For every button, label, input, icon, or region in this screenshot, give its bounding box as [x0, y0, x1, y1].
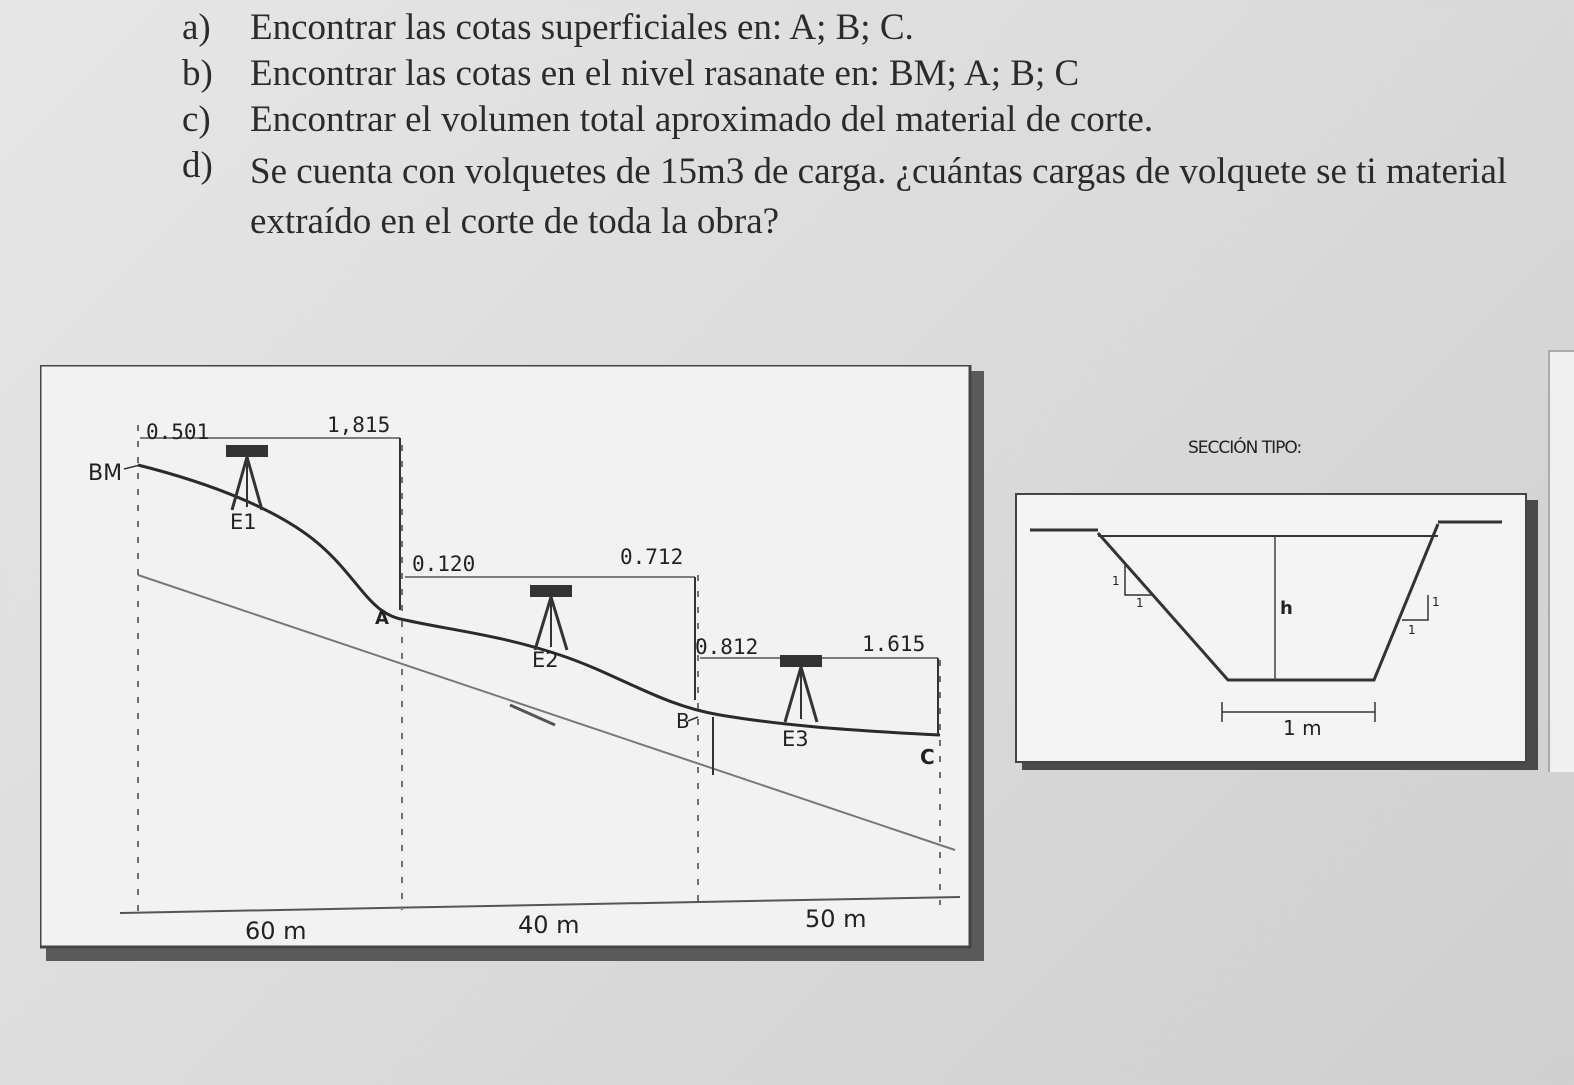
frame — [40, 365, 970, 947]
question-b — [180, 55, 1570, 92]
section-title: SECCIÓN TIPO: — [1188, 438, 1302, 458]
leveling-profile-diagram — [40, 365, 986, 965]
section-frame — [1016, 494, 1526, 762]
question-letter: d) — [182, 145, 213, 186]
reading-a-back: 0.120 — [412, 552, 476, 576]
point-label-c: C — [920, 745, 935, 769]
question-text: Encontrar el volumen total aproximado del material de corte. — [250, 99, 1154, 140]
profile-drawing — [40, 365, 986, 965]
distance-label-1: 60 m — [245, 917, 307, 945]
reading-b-fore: 0.712 — [620, 545, 684, 569]
slope-rise-right: 1 — [1432, 595, 1440, 609]
distance-label-2: 40 m — [518, 911, 580, 939]
height-label: h — [1280, 598, 1293, 619]
question-d — [180, 147, 1570, 247]
slope-run-right: 1 — [1408, 623, 1416, 637]
station-label-e2: E2 — [532, 648, 559, 672]
slope-rise-left: 1 — [1112, 574, 1120, 588]
point-label-bm: BM — [88, 461, 123, 486]
question-text: Encontrar las cotas superficiales en: A; B; C. — [250, 7, 914, 48]
question-letter: b) — [182, 53, 213, 94]
typical-section-diagram — [1010, 430, 1550, 775]
question-letter: c) — [182, 99, 211, 140]
question-c — [180, 101, 1570, 138]
reading-a-fore: 1,815 — [327, 413, 391, 437]
reading-bm-back: 0.501 — [146, 420, 210, 444]
reading-c-fore: 1.615 — [862, 632, 926, 656]
slope-run-left: 1 — [1136, 596, 1144, 610]
distance-label-3: 50 m — [805, 905, 867, 933]
question-text: Se cuenta con volquetes de 15m3 de carga. ¿cuántas cargas de volquete se ti material extraído en el corte de toda la obra? — [250, 151, 1508, 242]
question-list — [180, 0, 1570, 247]
station-label-e3: E3 — [782, 727, 809, 751]
base-width-label: 1 m — [1283, 716, 1322, 740]
station-label-e1: E1 — [230, 510, 257, 534]
point-label-a: A — [375, 608, 389, 629]
background-card-edge — [1548, 350, 1574, 772]
question-a — [180, 9, 1570, 46]
question-letter: a) — [182, 7, 211, 48]
question-text: Encontrar las cotas en el nivel rasanate en: BM; A; B; C — [250, 53, 1080, 94]
reading-b-back: 0.812 — [695, 635, 759, 659]
point-label-b: B — [676, 709, 690, 733]
